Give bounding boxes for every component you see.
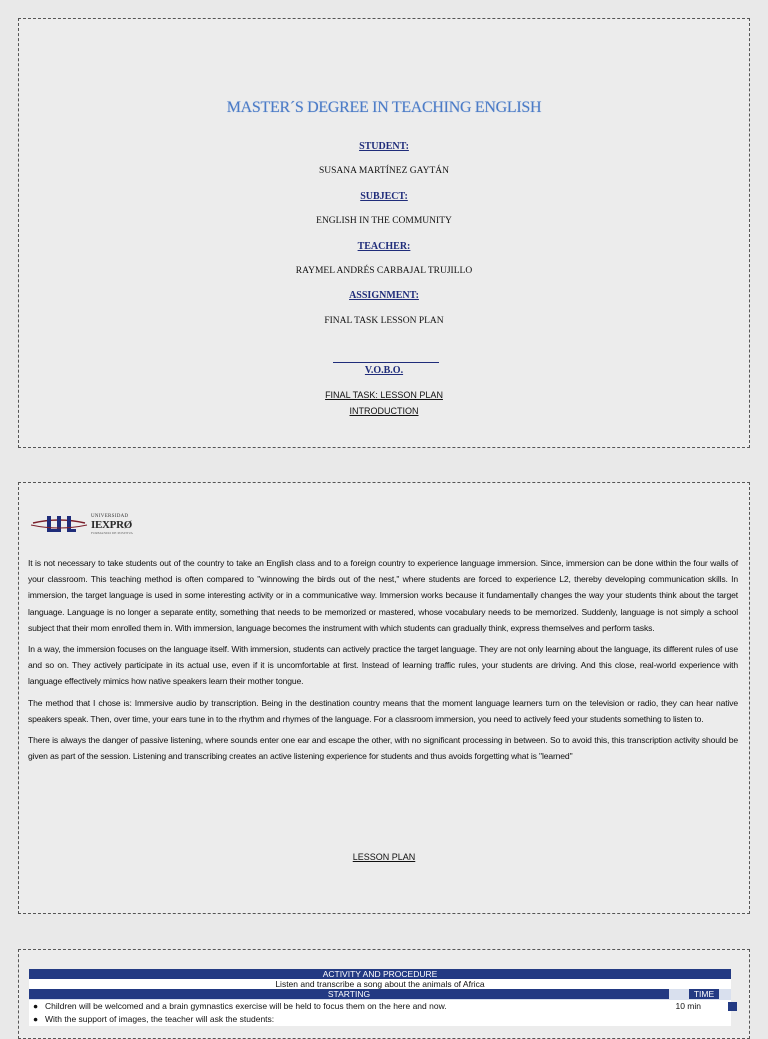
assignment-label: ASSIGNMENT: [349,290,419,301]
bullet-icon: ● [33,1014,39,1024]
paragraph: The method that I chose is: Immersive audio by transcription. Being in the destination country means that the moment language learners turn on the television or radio, they can hear native speakers speak. Then, over time, your ears tune in to the rhythm and rhymes of the language. For a classroom immersion, you need to actively feed your students something to listen to. [28,697,738,724]
lesson-plan-table [29,969,731,1026]
subject-label: SUBJECT: [360,191,408,202]
vobo-label: V.O.B.O. [364,365,404,376]
marker-square-icon [728,1002,737,1011]
student-label: STUDENT: [359,141,409,152]
row-text: With the support of images, the teacher will ask the students: [45,1014,275,1024]
logo-text-sub: FORMANDO DE POSITIVA [91,531,133,535]
section-label: STARTING [29,989,669,999]
paragraph: In a way, the immersion focuses on the language itself. With immersion, students can actively practice the target language. They are not only learning about the language, its different rules of use and so on. They actively participate in its actual use, even if it is uncomfortable at first. Instead of learning traffic rules, your students are driving. And this close, real-world experience with language effectively mimics how native speakers learn their mother tongue. [28,644,738,687]
table-row [29,1013,731,1026]
section-row [29,989,731,1000]
university-logo [29,511,149,539]
table-header [29,969,731,979]
table-header-label: ACTIVITY AND PROCEDURE [322,969,438,979]
introduction-page [18,482,750,914]
logo-mark-icon [29,513,89,535]
paragraph: There is always the danger of passive listening, where sounds enter one ear and escape the other, with no significant processing in between. So to avoid this, this transcription activity should be given as part of the session. Listening and transcribing creates an active listening experience for students and thus avoids forgetting what is "learned" [28,735,738,762]
final-task-heading: FINAL TASK: LESSON PLAN [325,390,443,400]
cover-page [18,18,750,448]
row-time: 10 min [675,1001,701,1011]
introduction-heading: INTRODUCTION [349,406,419,416]
teacher-name: RAYMEL ANDRÉS CARBAJAL TRUJILLO [295,266,473,276]
lesson-plan-heading: LESSON PLAN [352,852,416,862]
time-column-label: TIME [689,989,719,999]
bullet-icon: ● [33,1001,39,1011]
student-name: SUSANA MARTÍNEZ GAYTÁN [319,166,449,176]
logo-text-main: IEXPRØ [91,519,132,531]
signature-line [333,362,439,363]
introduction-body [28,555,738,769]
assignment-value: FINAL TASK LESSON PLAN [324,316,444,326]
subject-value: ENGLISH IN THE COMMUNITY [316,216,452,226]
table-subtitle: Listen and transcribe a song about the animals of Africa [29,979,731,989]
row-text: Children will be welcomed and a brain gymnastics exercise will be held to focus them on the here and now. [45,1001,447,1011]
document-title: MASTER´S DEGREE IN TEACHING ENGLISH [226,99,542,116]
logo-text-top: UNIVERSIDAD [91,514,129,519]
teacher-label: TEACHER: [357,241,411,252]
table-row [29,1000,731,1013]
paragraph: It is not necessary to take students out of the country to take an English class and to a foreign country to experience language immersion. Since, immersion can be done within the four walls of your classroom. This teaching method is often compared to "winnowing the birds out of the nest," where students are forced to experience L2, thereby developing communication skills. In immersion, the target language is used in some interesting activity or in a communicative way. Immersion works because it fundamentally changes the way your students think about the target language. Language is no longer a separate entity, something that needs to be memorized or mastered, whose vocabulary needs to be memorized. Suddenly, language is not simply a school subject that their mom enrolled them in. With immersion, language becomes the instrument with which students can gradually think, express themselves and perform tasks. [28,558,738,633]
lesson-plan-page [18,949,750,1039]
